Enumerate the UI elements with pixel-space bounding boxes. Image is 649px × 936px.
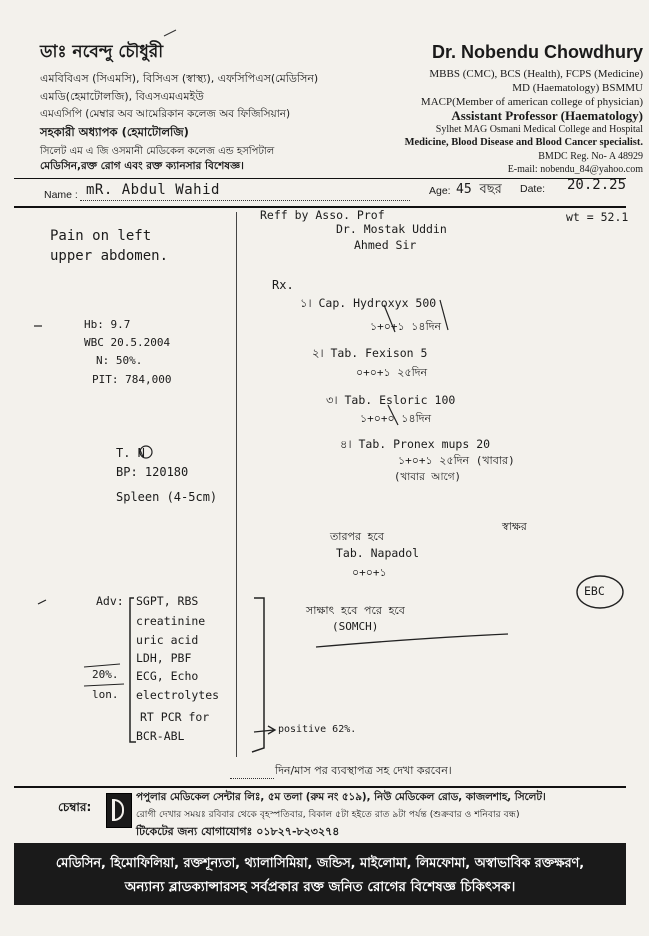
lab-wbc: WBC 20.5.2004 [84, 336, 171, 349]
english-hospital: Sylhet MAG Osmani Medical College and Hospital [435, 124, 643, 135]
pcr-result: positive 62%. [278, 724, 357, 735]
doctor-email: E-mail: nobendu_84@yahoo.com [507, 164, 643, 175]
underline-mark [84, 664, 120, 667]
chamber-label: চেম্বার: [58, 800, 92, 814]
english-designation: Assistant Professor (Haematology) [451, 108, 643, 123]
medicine-dose: ১+০+১ ২৫দিন (খাবার) [398, 454, 515, 467]
doctor-name-bangla: ডাঃ নবেন্দু চৌধুরী [40, 42, 164, 62]
english-degree-line: MD (Haematology) BSMMU [512, 82, 643, 94]
doctor-name-english: Dr. Nobendu Chowdhury [432, 42, 643, 62]
english-degree-line: MACP(Member of american college of physician) [420, 96, 643, 108]
margin-note: lon. [92, 688, 119, 701]
medicine-name: ২। Tab. Fexison 5 [312, 346, 428, 360]
advice-right-bracket [252, 598, 264, 752]
banner-line: মেডিসিন, হিমোফিলিয়া, রক্তশূন্যতা, থ্যালাসিমিয়া, জন্ডিস, মাইলোমা, লিমফোমা, অস্বাভাবিক রক্তক্ষরণ, [55, 856, 585, 871]
after-medicine: Tab. Napadol [336, 546, 420, 560]
margin-note: 20%. [92, 668, 119, 681]
medicine-name: ৩। Tab. Esloric 100 [326, 393, 456, 407]
referral-line: Ahmed Sir [354, 238, 417, 252]
bangla-degree-line: এমএসিপি (মেম্বার অব আমেরিকান কলেজ অব ফিজিসিয়ান) [40, 108, 291, 120]
advice-left-bracket [130, 598, 136, 742]
chamber-address: পপুলার মেডিকেল সেন্টার লিঃ, ৫ম তলা (রুম নং ৫১৯), নিউ মেডিকেল রোড, কাজলশাহ, সিলেট। [136, 791, 546, 803]
patient-weight: wt = 52.1 [566, 210, 629, 224]
circle-mark [140, 446, 152, 458]
bangla-degree-line: এমবিবিএস (সিএমসি), বিসিএস (স্বাস্থ্য), এফসিপিএস(মেডিসিন) [40, 72, 319, 85]
referral-line: Reff by Asso. Prof [260, 208, 385, 222]
medicine-dose: ১+০+০ ১৪দিন [360, 412, 432, 425]
exam-spleen: Spleen (4-5cm) [116, 490, 218, 504]
bangla-specialty: মেডিসিন,রক্ত রোগ এবং রক্ত ক্যানসার বিশেষজ্ঞ। [40, 160, 244, 172]
referral-line: Dr. Mostak Uddin [336, 222, 447, 236]
name-label: Name : [44, 189, 78, 201]
corner-mark [164, 30, 176, 36]
ticket-contact: টিকেটের জন্য যোগাযোগঃ ০১৮২৭-৮২৩২৭৪ [136, 825, 340, 838]
specialty-banner [14, 843, 626, 905]
lab-neutrophil: N: 50%. [96, 354, 143, 367]
exam-temp: T. N [116, 446, 145, 460]
signature-mark: স্বাক্ষর [502, 520, 527, 533]
advice-item: creatinine [136, 614, 206, 628]
lab-hb: Hb: 9.7 [84, 318, 131, 331]
after-dose: ০+০+১ [352, 566, 387, 579]
medicine-name: ১। Cap. Hydroxyx 500 [300, 296, 437, 310]
underline-mark [84, 684, 124, 686]
advice-label: Adv: [96, 594, 124, 608]
return-instruction: দিন/মাস পর ব্যবস্থাপত্র সহ দেখা করবেন। [275, 764, 452, 777]
complaint-line: upper abdomen. [50, 248, 169, 264]
medicine-name: ৪। Tab. Pronex mups 20 [340, 437, 491, 451]
clinic-logo-icon [106, 793, 132, 828]
rx-symbol: Rx. [272, 278, 294, 292]
advice-item: uric acid [136, 633, 199, 647]
medicine-dose: ১+০+১ ১৪দিন [370, 320, 442, 333]
lab-platelet: PIT: 784,000 [92, 373, 172, 386]
ebc-note: EBC [584, 584, 605, 598]
strike-mark [440, 300, 448, 330]
date-label: Date: [520, 183, 546, 195]
medicine-note: (খাবার আগে) [394, 471, 461, 483]
banner-line: অন্যান্য ব্লাডক্যান্সারসহ সর্বপ্রকার রক্ত জনিত রোগের বিশেষজ্ঞ চিকিৎসক। [124, 879, 516, 895]
patient-age: 45 বছর [456, 182, 502, 197]
age-label: Age: [429, 185, 451, 197]
visiting-hours: রোগী দেখার সময়ঃ রবিবার থেকে বৃহস্পতিবার, বিকাল ৫টা হইতে রাত ৯টা পর্যন্ত (শুক্রবার ও শনিবার বন্ধ) [136, 809, 520, 820]
advice-item: SGPT, RBS [136, 594, 199, 608]
return-dotted-line [230, 778, 274, 779]
exam-bp: BP: 120180 [116, 465, 189, 479]
advice-item: LDH, PBF [136, 651, 192, 665]
english-degree-line: MBBS (CMC), BCS (Health), FCPS (Medicine) [429, 68, 643, 80]
patient-name: mR. Abdul Wahid [86, 182, 220, 198]
bmdc-reg: BMDC Reg. No- A 48929 [538, 151, 643, 162]
after-note: তারপর হবে [330, 530, 384, 543]
footer-divider [14, 786, 626, 788]
dash-mark [38, 600, 46, 604]
advice-item: ECG, Echo [136, 669, 199, 683]
advice-item: BCR-ABL [136, 729, 185, 743]
bangla-degree-line: এমডি(হেমাটোলজি), বিএসএমএমইউ [40, 90, 204, 103]
followup-note: সাক্ষাৎ হবে পরে হবে [306, 604, 405, 617]
advice-item: RT PCR for [140, 710, 210, 724]
visit-date: 20.2.25 [567, 177, 627, 193]
english-specialty: Medicine, Blood Disease and Blood Cancer specialist. [404, 137, 643, 148]
medicine-dose: ০+০+১ ২৫দিন [356, 366, 428, 379]
bangla-hospital: সিলেট এম এ জি ওসমানী মেডিকেল কলেজ এন্ড হসপিটাল [40, 146, 275, 157]
complaint-line: Pain on left [50, 228, 152, 244]
advice-item: electrolytes [136, 688, 220, 702]
followup-underline [316, 634, 508, 647]
bangla-designation: সহকারী অধ্যাপক (হেমাটোলজি) [40, 125, 189, 139]
followup-place: (SOMCH) [332, 620, 379, 633]
